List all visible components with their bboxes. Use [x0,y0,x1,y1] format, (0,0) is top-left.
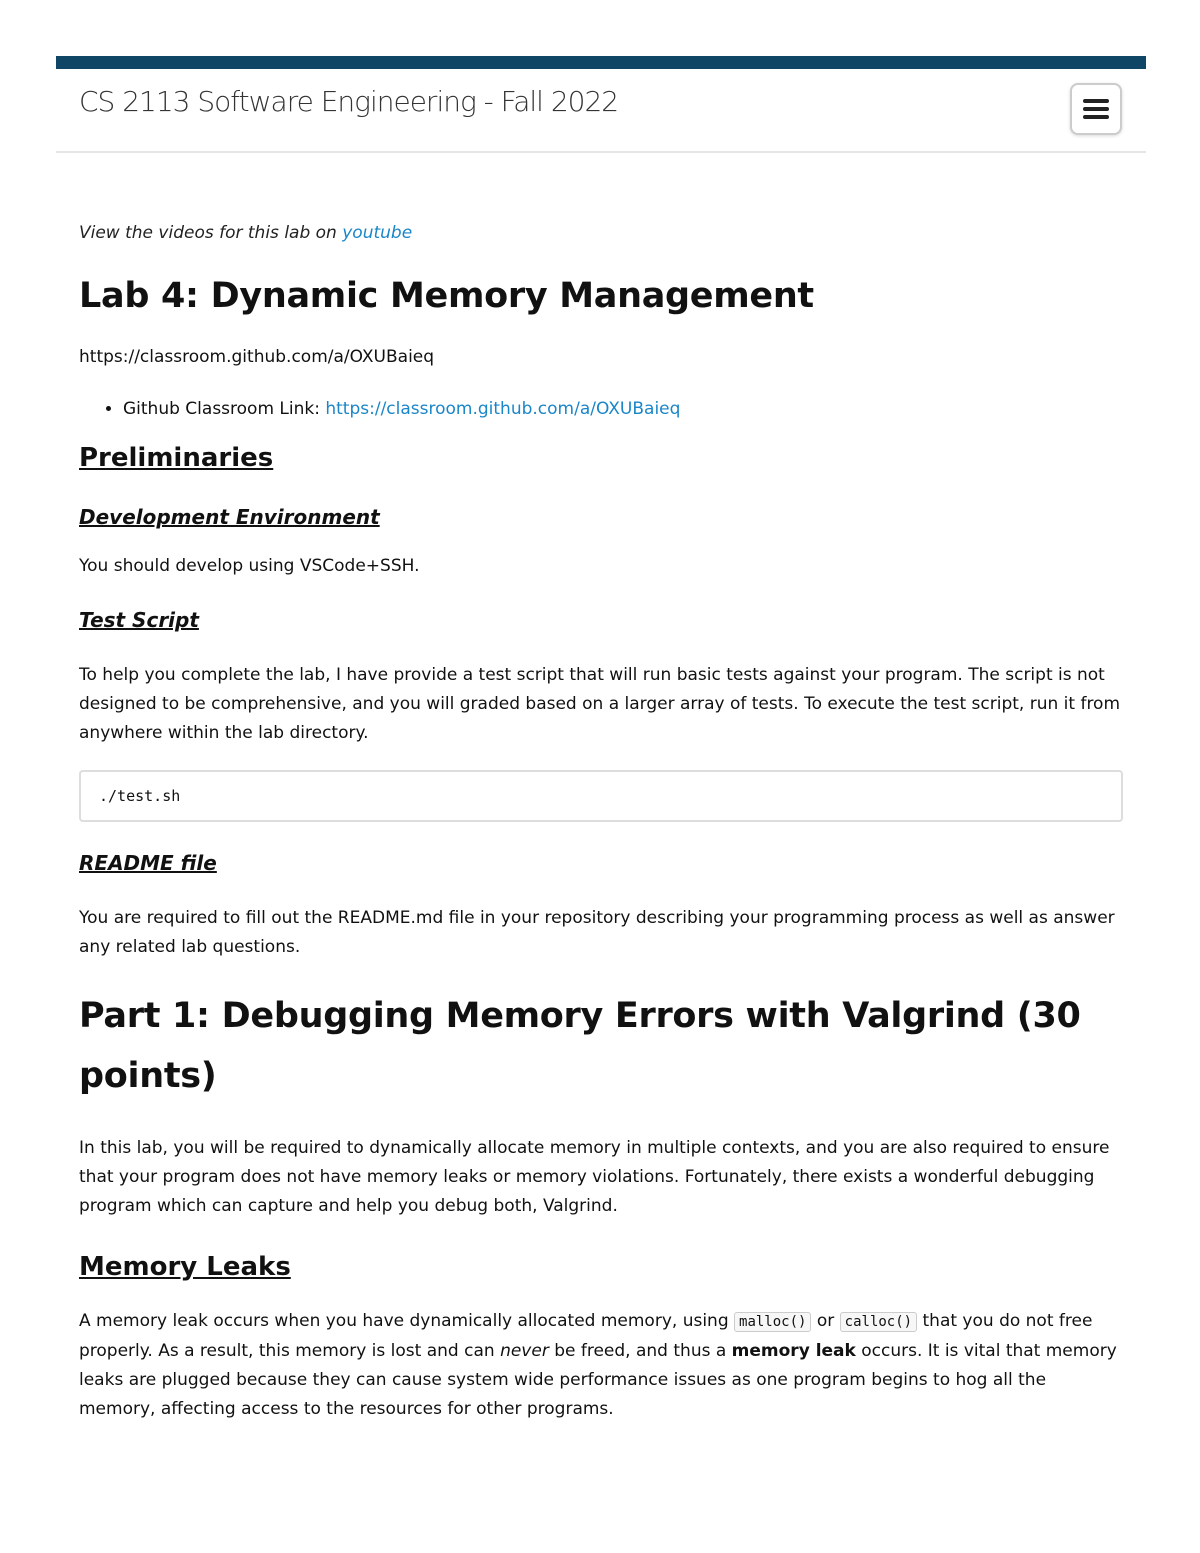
links-list [79,396,1123,422]
bars-icon [1083,99,1109,119]
lab-title: Lab 4: Dynamic Memory Management [79,276,814,316]
malloc-code: malloc() [734,1312,811,1332]
github-classroom-link[interactable]: https://classroom.github.com/a/OXUBaieq [325,399,681,419]
menu-button[interactable] [1070,83,1122,135]
dev-env-heading: Development Environment [79,505,380,529]
memory-leaks-text-3: that you do not free properly. As a result, this memory is lost and can [79,1311,1093,1361]
dev-env-text: You should develop using VSCode+SSH. [79,556,420,576]
never-emphasis: never [500,1341,549,1361]
calloc-code: calloc() [840,1312,917,1332]
readme-heading: README file [79,851,217,875]
videos-note [79,220,1123,246]
test-script-heading: Test Script [79,608,199,632]
preliminaries-heading: Preliminaries [79,443,274,473]
github-classroom-label: Github Classroom Link: [123,399,326,419]
top-accent-bar [56,56,1146,69]
memory-leaks-text-5: occurs. It is vital that memory leaks are plugged because they can cause system wide performance issues as one program begins to hog all the memory, affecting access to the resources for other programs. [79,1341,1117,1419]
memory-leaks-heading: Memory Leaks [79,1252,291,1282]
videos-note-text: View the videos for this lab on [79,223,343,243]
memory-leaks-text-2: or [811,1311,840,1331]
list-item [123,396,1123,422]
memory-leaks-text-4: be freed, and thus a [548,1341,732,1361]
classroom-url-text: https://classroom.github.com/a/OXUBaieq [79,347,435,367]
youtube-link[interactable]: youtube [342,223,413,243]
memory-leaks-text-1: A memory leak occurs when you have dynamically allocated memory, using [79,1311,735,1331]
readme-text: You are required to fill out the README.md file in your repository describing your programming process as well as answer any related lab questions. [79,908,1115,957]
site-title[interactable]: CS 2113 Software Engineering - Fall 2022 [79,85,619,118]
memory-leaks-text [79,1307,1123,1424]
test-script-text: To help you complete the lab, I have provide a test script that will run basic tests against your program. The script is not designed to be comprehensive, and you will graded based on a larger array of tests. To execute the test script, run it from anywhere within the lab directory. [79,665,1121,743]
part1-title: Part 1: Debugging Memory Errors with Valgrind (30 points) [79,996,1081,1096]
main-content [79,215,1123,1424]
site-header [56,69,1146,153]
memory-leak-strong: memory leak [731,1341,856,1361]
part1-intro-text: In this lab, you will be required to dynamically allocate memory in multiple contexts, and you are also required to ensure that your program does not have memory leaks or memory violations. Fortunately, there exists a wonderful debugging program which can capture and help you debug both, Valgrind. [79,1138,1110,1216]
code-text: ./test.sh [99,787,181,805]
code-block[interactable] [79,770,1123,822]
